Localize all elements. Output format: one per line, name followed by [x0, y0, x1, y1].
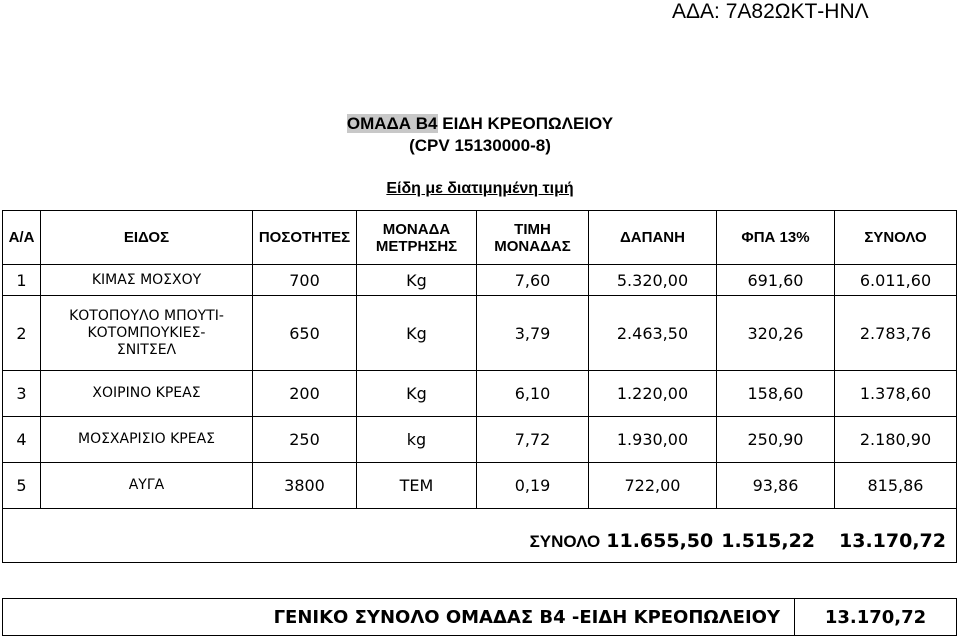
cell-item: ΑΥΓΑ: [41, 463, 253, 509]
cell-total: 2.783,76: [835, 296, 957, 371]
header-price-l1: ΤΙΜΗ: [514, 220, 551, 238]
table-row: [3, 296, 957, 371]
header-vat: ΦΠΑ 13%: [717, 211, 835, 265]
header-qty: ΠΟΣΟΤΗΤΕΣ: [253, 211, 357, 265]
cell-vat: 320,26: [717, 296, 835, 371]
header-unit-l2: ΜΕΤΡΗΣΗΣ: [375, 237, 458, 255]
cell-aa: 5: [3, 463, 41, 509]
cell-cost: 722,00: [589, 463, 717, 509]
cell-aa: 2: [3, 296, 41, 371]
cell-qty: 250: [253, 417, 357, 463]
cell-price: 3,79: [477, 296, 589, 371]
cell-qty: 200: [253, 371, 357, 417]
cell-total: 1.378,60: [835, 371, 957, 417]
header-unit-l1: ΜΟΝΑΔΑ: [382, 220, 451, 238]
header-unit: [357, 211, 477, 265]
cell-item-l3: ΣΝΙΤΣΕΛ: [116, 341, 177, 358]
cell-price: 7,60: [477, 265, 589, 296]
table-row: [3, 265, 957, 296]
totals-cost: 11.655,50: [606, 530, 714, 552]
ada-code: ΑΔΑ: 7Α82ΩΚΤ-ΗΝΛ: [672, 0, 869, 23]
items-table: [2, 210, 957, 563]
totals-cell: [3, 509, 957, 563]
totals-total: 13.170,72: [839, 530, 946, 552]
cell-unit: kg: [357, 417, 477, 463]
cell-item: ΚΙΜΑΣ ΜΟΣΧΟΥ: [41, 265, 253, 296]
cell-qty: 3800: [253, 463, 357, 509]
cell-item-l1: ΚΟΤΟΠΟΥΛΟ ΜΠΟΥΤΙ-: [69, 307, 224, 324]
cell-aa: 4: [3, 417, 41, 463]
cell-item: ΧΟΙΡΙΝΟ ΚΡΕΑΣ: [41, 371, 253, 417]
grand-total-label: ΓΕΝΙΚΟ ΣΥΝΟΛΟ ΟΜΑΔΑΣ Β4 -ΕΙΔΗ ΚΡΕΟΠΩΛΕΙΟΥ: [3, 599, 795, 636]
cell-price: 0,19: [477, 463, 589, 509]
cell-item-l2: ΚΟΤΟΜΠΟΥΚΙΕΣ-: [87, 324, 206, 341]
header-cost: ΔΑΠΑΝΗ: [589, 211, 717, 265]
cell-unit: ΤΕΜ: [357, 463, 477, 509]
header-aa: Α/Α: [3, 211, 41, 265]
header-row: [3, 211, 957, 265]
header-total: ΣΥΝΟΛΟ: [835, 211, 957, 265]
cell-qty: 650: [253, 296, 357, 371]
group-title: [0, 114, 960, 134]
cell-vat: 250,90: [717, 417, 835, 463]
cell-vat: 158,60: [717, 371, 835, 417]
cell-unit: Kg: [357, 371, 477, 417]
cell-unit: Kg: [357, 265, 477, 296]
cell-cost: 2.463,50: [589, 296, 717, 371]
header-item: ΕΙΔΟΣ: [41, 211, 253, 265]
cell-aa: 3: [3, 371, 41, 417]
cpv-code: (CPV 15130000-8): [409, 136, 551, 155]
table-row: [3, 371, 957, 417]
table-row: [3, 417, 957, 463]
cell-item: ΜΟΣΧΑΡΙΣΙΟ ΚΡΕΑΣ: [41, 417, 253, 463]
cell-price: 7,72: [477, 417, 589, 463]
header-price: [477, 211, 589, 265]
cell-unit: Kg: [357, 296, 477, 371]
cell-vat: 691,60: [717, 265, 835, 296]
cell-qty: 700: [253, 265, 357, 296]
cell-price: 6,10: [477, 371, 589, 417]
grand-total-row: [3, 599, 957, 636]
cell-item: [41, 296, 253, 371]
totals-label: ΣΥΝΟΛΟ: [529, 532, 601, 551]
cell-cost: 1.220,00: [589, 371, 717, 417]
cell-cost: 1.930,00: [589, 417, 717, 463]
group-subtitle: [0, 180, 960, 198]
cell-aa: 1: [3, 265, 41, 296]
grand-total-table: [2, 598, 957, 636]
cell-total: 2.180,90: [835, 417, 957, 463]
grand-total-value: 13.170,72: [795, 599, 957, 636]
table-row: [3, 463, 957, 509]
totals-vat: 1.515,22: [721, 530, 816, 552]
cell-total: 815,86: [835, 463, 957, 509]
totals-row: [3, 509, 957, 563]
cell-vat: 93,86: [717, 463, 835, 509]
header-price-l2: ΜΟΝΑΔΑΣ: [494, 237, 571, 255]
cell-total: 6.011,60: [835, 265, 957, 296]
cell-cost: 5.320,00: [589, 265, 717, 296]
group-title-highlight: ΟΜΑΔΑ Β4: [346, 114, 438, 133]
group-title-rest: ΕΙΔΗ ΚΡΕΟΠΩΛΕΙΟΥ: [437, 114, 614, 133]
group-subtitle-text: Είδη με διατιμημένη τιμή: [386, 180, 574, 197]
